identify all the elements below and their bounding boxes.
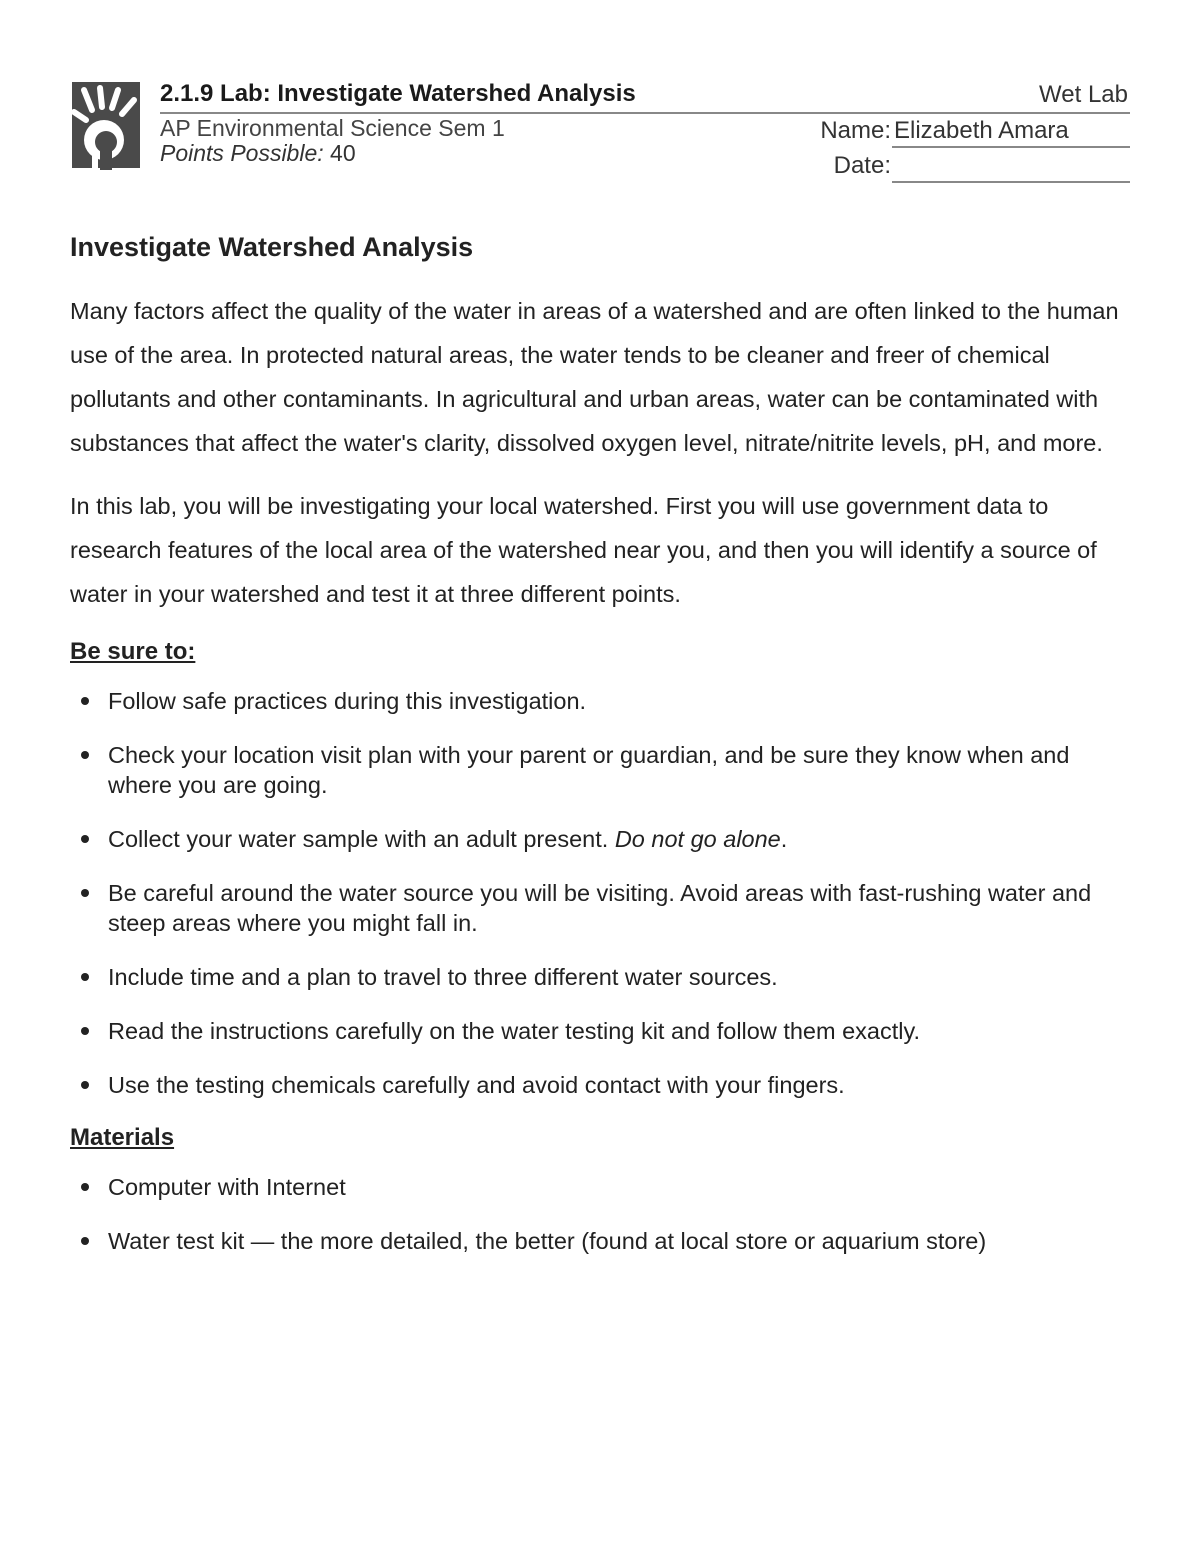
- bullet-icon: [81, 697, 89, 705]
- intro-paragraph: Many factors affect the quality of the water in areas of a watershed and are often linked to the human use of the area. In protected natural areas, the water tends to be cleaner and freer of chemical pollutants and other contaminants. In agricultural and urban areas, water can be contaminated with substances that affect the water's clarity, dissolved oxygen level, nitrate/nitrite levels, pH, and more.: [70, 298, 1119, 456]
- bullet-icon: [81, 889, 89, 897]
- points-value: 40: [330, 140, 356, 166]
- bullet-icon: [81, 1237, 89, 1245]
- materials-list: [70, 1172, 1132, 1256]
- date-label: Date:: [833, 152, 891, 179]
- points-label: Points Possible:: [160, 140, 324, 166]
- list-item: Be careful around the water source you will be visiting. Avoid areas with fast-rushing water and steep areas where you might fall in.: [70, 878, 1132, 938]
- list-item: Follow safe practices during this investigation.: [70, 686, 1132, 716]
- be-sure-list: [70, 686, 1132, 1100]
- list-item: Include time and a plan to travel to three different water sources.: [70, 962, 1132, 992]
- header-divider: [160, 112, 1130, 114]
- list-item: Computer with Internet: [70, 1172, 1132, 1202]
- list-item: Read the instructions carefully on the water testing kit and follow them exactly.: [70, 1016, 1132, 1046]
- list-item: Check your location visit plan with your parent or guardian, and be sure they know when and where you are going.: [70, 740, 1132, 800]
- materials-heading: Materials: [70, 1124, 175, 1151]
- bullet-icon: [81, 751, 89, 759]
- course-name: AP Environmental Science Sem 1: [160, 115, 505, 141]
- list-item: Collect your water sample with an adult present. Do not go alone.: [70, 824, 1132, 854]
- list-item: Water test kit — the more detailed, the better (found at local store or aquarium store): [70, 1226, 1132, 1256]
- name-underline: [892, 146, 1130, 148]
- main-content: [70, 232, 1132, 1280]
- points-possible: [160, 140, 356, 167]
- list-item: Use the testing chemicals carefully and avoid contact with your fingers.: [70, 1070, 1132, 1100]
- bullet-icon: [81, 1183, 89, 1191]
- bullet-icon: [81, 973, 89, 981]
- be-sure-heading: Be sure to:: [70, 638, 196, 665]
- lab-title: 2.1.9 Lab: Investigate Watershed Analysis: [160, 80, 636, 107]
- lab-type: Wet Lab: [1039, 81, 1128, 108]
- page-heading: Investigate Watershed Analysis: [70, 232, 474, 262]
- bullet-icon: [81, 835, 89, 843]
- name-field[interactable]: Elizabeth Amara: [894, 117, 1069, 144]
- emphasis-text: Do not go alone: [614, 826, 781, 852]
- lab-overview-paragraph: In this lab, you will be investigating your local watershed. First you will use government data to research features of the local area of the watershed near you, and then you will identify a source of water in your watershed and test it at three different points.: [70, 493, 1097, 607]
- sun-logo-icon: [70, 80, 142, 170]
- date-field[interactable]: [892, 181, 1130, 183]
- bullet-icon: [81, 1081, 89, 1089]
- name-label: Name:: [820, 117, 891, 144]
- bullet-icon: [81, 1027, 89, 1035]
